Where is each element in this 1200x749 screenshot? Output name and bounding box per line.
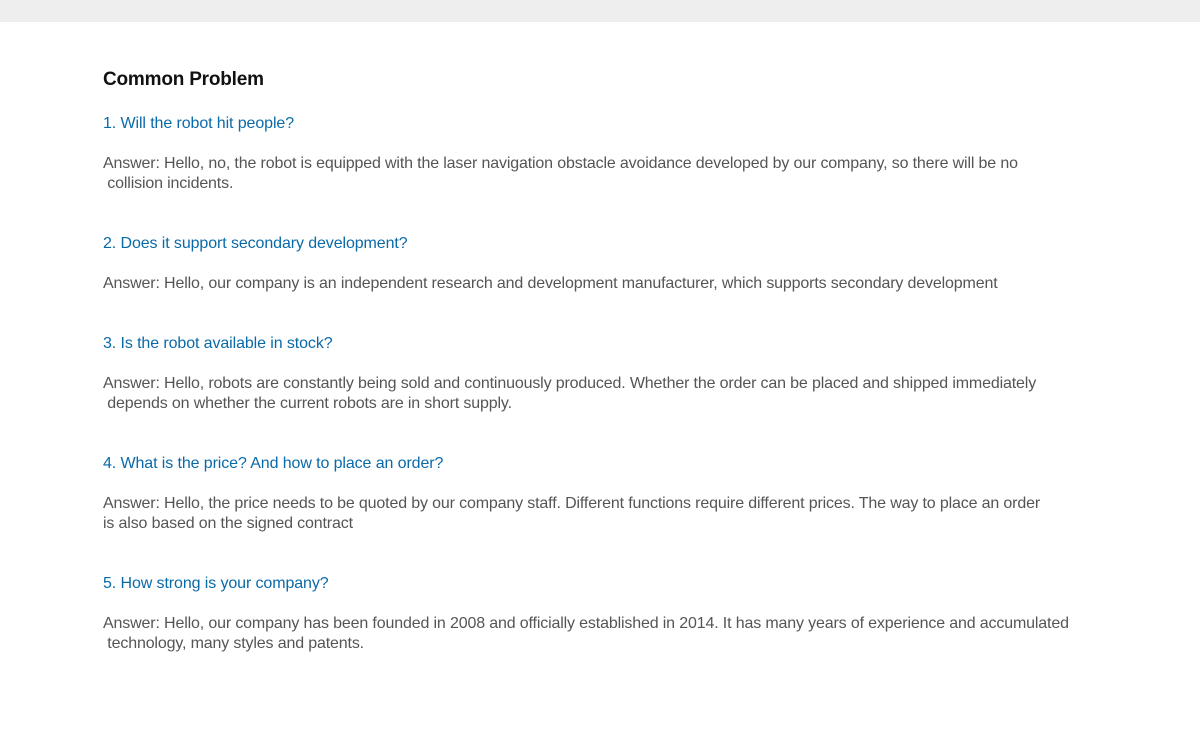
faq-question: 3. Is the robot available in stock? [103, 335, 333, 352]
top-bar [0, 0, 1200, 22]
faq-item [103, 454, 1143, 534]
faq-answer: Answer: Hello, our company is an independent research and development manufacturer, which supports secondary development [103, 275, 998, 292]
faq-answer: Answer: Hello, no, the robot is equipped with the laser navigation obstacle avoidance developed by our company, so there will be no collision incidents. [103, 155, 1018, 192]
faq-item [103, 574, 1143, 654]
faq-item [103, 114, 1143, 194]
faq-list [103, 114, 1143, 654]
faq-question: 4. What is the price? And how to place an order? [103, 455, 444, 472]
faq-answer: Answer: Hello, our company has been founded in 2008 and officially established in 2014. It has many years of experience and accumulated technology, many styles and patents. [103, 615, 1069, 652]
faq-question: 2. Does it support secondary development? [103, 235, 408, 252]
faq-question: 1. Will the robot hit people? [103, 115, 294, 132]
faq-answer: Answer: Hello, robots are constantly being sold and continuously produced. Whether the order can be placed and shipped immediately depends on whether the current robots are in short supply. [103, 375, 1037, 412]
faq-section [103, 66, 1143, 694]
faq-question: 5. How strong is your company? [103, 575, 329, 592]
faq-answer: Answer: Hello, the price needs to be quoted by our company staff. Different functions require different prices. The way to place an order is also based on the signed contract [103, 495, 1041, 532]
faq-item [103, 334, 1143, 414]
page-title: Common Problem [103, 69, 264, 90]
faq-item [103, 234, 1143, 294]
